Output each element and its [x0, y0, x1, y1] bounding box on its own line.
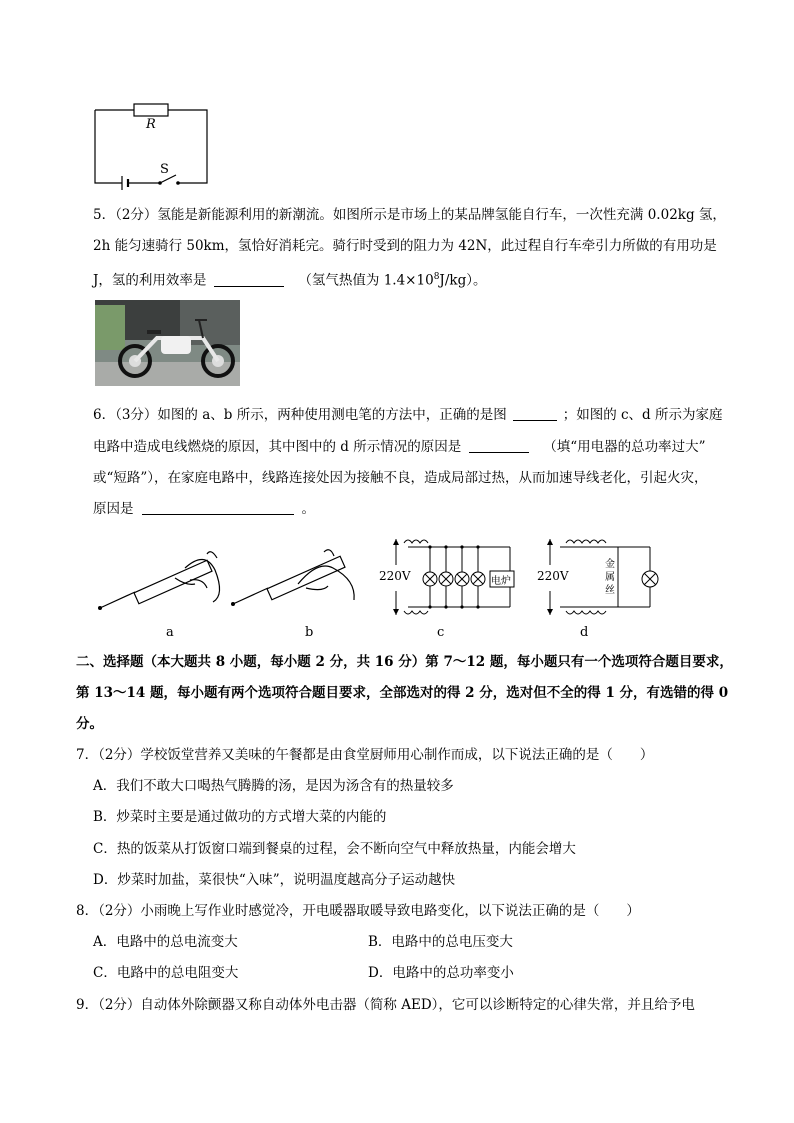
q6-line2-b: （填“用电器的总功率过大”: [543, 439, 706, 455]
wire-label-3: 丝: [605, 585, 615, 596]
q5-line2: 2h 能匀速骑行 50km，氢恰好消耗完。骑行时受到的阻力为 42N，此过程自行车牵引力所做的有用功是: [93, 238, 717, 254]
section2-line1: 二、选择题（本大题共 8 小题，每小题 2 分，共 16 分）第 7～12 题，每小题只有一个选项符合题目要求，: [76, 654, 733, 670]
q7-option-b[interactable]: B．炒菜时主要是通过做功的方式增大菜的内能的: [93, 809, 387, 825]
hydrogen-bike-photo: [95, 300, 240, 386]
figure-label-b: b: [305, 625, 314, 640]
stove-label: 电炉: [491, 576, 511, 587]
wire-label-2: 属: [605, 572, 615, 583]
circuit-diagram-r-s: [90, 95, 215, 190]
q5-line3-a: J，氢的利用效率是: [93, 272, 207, 289]
voltage-label-d: 220V: [537, 569, 569, 583]
q6-line1-b: ；如图的 c、d 所示为家庭: [562, 407, 723, 423]
section2-line2: 第 13～14 题，每小题有两个选项符合题目要求，全部选对的得 2 分，选对但不全的得 1 分，有选错的得 0: [76, 685, 729, 701]
q5-exponent: 8: [433, 272, 440, 282]
q6-line4-a: 原因是: [93, 501, 134, 517]
q5-line3-b: （氢气热值为 1.4×10: [298, 272, 434, 289]
q6-line2-a: 电路中造成电线燃烧的原因，其中图中的 d 所示情况的原因是: [93, 439, 462, 455]
q5-line3: [93, 267, 486, 291]
q6-line3: 或“短路”），在家庭电路中，线路连接处因为接触不良，造成局部过热，从而加速导线老化，引起火灾，: [93, 470, 708, 486]
q7-option-d[interactable]: D．炒菜时加盐，菜很快“入味”，说明温度越高分子运动越快: [93, 872, 456, 888]
answer-blank-q6-1[interactable]: [513, 406, 557, 421]
q5-line3-c: J/kg）。: [439, 272, 487, 289]
section2-line3: 分。: [76, 716, 103, 732]
q6-line4-b: 。: [301, 501, 315, 517]
figure-a-test-pen: [95, 540, 230, 620]
q8-option-b[interactable]: B．电路中的总电压变大: [368, 934, 513, 950]
wire-label-1: 金: [605, 559, 615, 570]
q7-stem: 7．（2分）学校饭堂营养又美味的午餐都是由食堂厨师用心制作而成，以下说法正确的是（ ）: [76, 747, 654, 763]
figure-b-test-pen: [228, 540, 358, 620]
q9-line1: 9．（2分）自动体外除颤器又称自动体外电击器（简称 AED），它可以诊断特定的心律失常，并且给予电: [76, 997, 695, 1013]
q8-option-d[interactable]: D．电路中的总功率变小: [368, 965, 514, 981]
answer-blank-q5[interactable]: [214, 272, 284, 287]
q5-line1: 5．（2分）氢能是新能源利用的新潮流。如图所示是市场上的某品牌氢能自行车，一次性充满 0.02kg 氢，: [93, 207, 726, 223]
q7-option-a[interactable]: A．我们不敢大口喝热气腾腾的汤，是因为汤含有的热量较多: [93, 778, 454, 794]
resistor-label: R: [146, 117, 156, 132]
figure-label-d: d: [580, 625, 589, 640]
switch-label: S: [160, 162, 169, 177]
q6-line2: [93, 437, 706, 457]
q6-line1-a: 6．（3分）如图的 a、b 所示，两种使用测电笔的方法中，正确的是图: [93, 407, 507, 423]
q8-option-a[interactable]: A．电路中的总电流变大: [93, 934, 238, 950]
q8-stem: 8．（2分）小雨晚上写作业时感觉冷，开电暖器取暖导致电路变化，以下说法正确的是（ ）: [76, 903, 640, 919]
answer-blank-q6-3[interactable]: [142, 500, 294, 515]
q7-option-c[interactable]: C．热的饭菜从打饭窗口端到餐桌的过程，会不断向空气中释放热量，内能会增大: [93, 841, 576, 857]
answer-blank-q6-2[interactable]: [469, 438, 529, 453]
voltage-label-c: 220V: [379, 569, 411, 583]
q8-option-c[interactable]: C．电路中的总电阻变大: [93, 965, 239, 981]
figure-label-a: a: [166, 625, 174, 640]
q6-line4: [93, 499, 315, 519]
figure-label-c: c: [437, 625, 445, 640]
q6-line1: [93, 405, 723, 425]
